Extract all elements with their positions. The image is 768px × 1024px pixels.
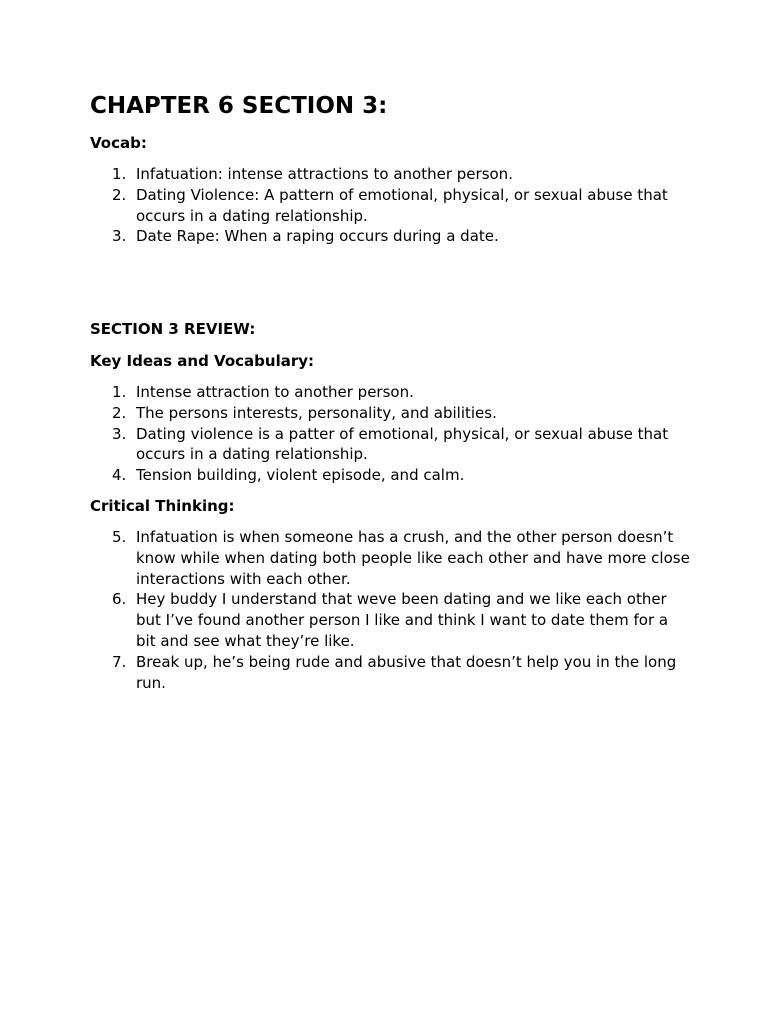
list-item bbox=[90, 403, 690, 424]
list-number: 4. bbox=[112, 466, 127, 485]
list-number: 2. bbox=[112, 403, 127, 422]
list-item bbox=[90, 226, 690, 247]
list-item bbox=[90, 164, 690, 185]
list-text: Tension building, violent episode, and calm. bbox=[136, 466, 465, 485]
list-text: Dating violence is a patter of emotional, physical, or sexual abuse that occurs in a dating relationship. bbox=[136, 424, 669, 464]
list-number: 2. bbox=[112, 185, 127, 204]
list-item bbox=[90, 589, 690, 651]
list-item bbox=[90, 652, 690, 694]
page-title: CHAPTER 6 SECTION 3: bbox=[90, 93, 388, 119]
critical-thinking-heading: Critical Thinking: bbox=[90, 497, 235, 515]
list-text: Dating Violence: A pattern of emotional, physical, or sexual abuse that occurs in a dating relationship. bbox=[136, 185, 668, 225]
list-number: 6. bbox=[112, 590, 127, 609]
review-heading: SECTION 3 REVIEW: bbox=[90, 320, 256, 338]
list-number: 3. bbox=[112, 227, 127, 246]
critical-thinking-list bbox=[90, 527, 690, 693]
list-text: Infatuation: intense attractions to another person. bbox=[136, 165, 513, 183]
list-item bbox=[90, 185, 690, 227]
list-text: Date Rape: When a raping occurs during a date. bbox=[136, 227, 499, 246]
key-ideas-heading: Key Ideas and Vocabulary: bbox=[90, 352, 315, 370]
list-number: 5. bbox=[112, 528, 127, 546]
list-number: 1. bbox=[112, 383, 127, 401]
list-text: Hey buddy I understand that weve been dating and we like each other but I’ve found another person I like and think I want to date them for a bit and see what they’re like. bbox=[136, 590, 669, 650]
key-ideas-list bbox=[90, 382, 690, 486]
list-item bbox=[90, 424, 690, 466]
list-item bbox=[90, 527, 690, 589]
list-text: Infatuation is when someone has a crush, and the other person doesn’t know while when dating both people like each other and have more close interactions with each other. bbox=[136, 528, 690, 588]
list-number: 3. bbox=[112, 424, 127, 443]
list-item bbox=[90, 382, 690, 403]
vocab-heading: Vocab: bbox=[90, 134, 147, 152]
list-text: Break up, he’s being rude and abusive that doesn’t help you in the long run. bbox=[136, 652, 677, 692]
list-number: 1. bbox=[112, 165, 127, 183]
list-item bbox=[90, 465, 690, 486]
list-number: 7. bbox=[112, 652, 127, 671]
list-text: Intense attraction to another person. bbox=[136, 383, 414, 401]
vocab-list bbox=[90, 164, 690, 247]
list-text: The persons interests, personality, and abilities. bbox=[136, 403, 497, 422]
